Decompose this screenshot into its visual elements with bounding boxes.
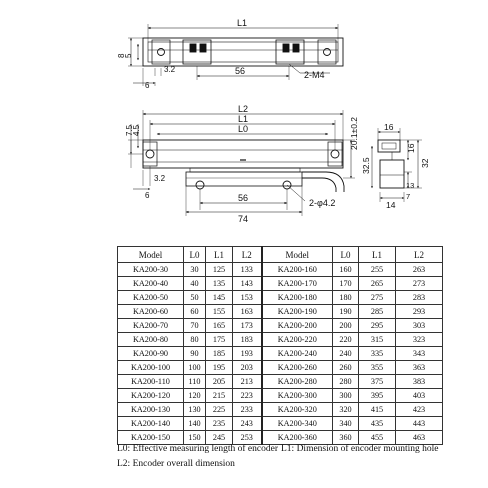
table-cell: 263 xyxy=(396,263,443,277)
dim-16-top: 16 xyxy=(384,122,394,132)
head-hole-icon xyxy=(196,181,204,189)
table-cell: 153 xyxy=(233,291,262,305)
table-cell: KA200-40 xyxy=(118,277,184,291)
dim-3-2-top: 3.2 xyxy=(164,65,176,74)
side-view xyxy=(372,128,422,202)
table-cell: 135 xyxy=(206,277,233,291)
table-cell: 355 xyxy=(359,361,396,375)
reading-head-screw xyxy=(190,44,196,52)
mounting-hole-icon xyxy=(324,49,331,56)
table-cell: KA200-300 xyxy=(262,389,333,403)
table-cell: 375 xyxy=(359,375,396,389)
table-cell: 275 xyxy=(359,291,396,305)
table-cell: KA200-340 xyxy=(262,417,333,431)
table-cell: 195 xyxy=(206,361,233,375)
table-cell: KA200-130 xyxy=(118,403,184,417)
table-cell: 165 xyxy=(206,319,233,333)
dim-7: 7 xyxy=(406,192,411,201)
table-row xyxy=(118,417,443,431)
table-header-cell: L2 xyxy=(233,247,262,263)
table-cell: KA200-170 xyxy=(262,277,333,291)
side-view-scale xyxy=(378,140,400,152)
top-end-block-left xyxy=(152,40,170,64)
table-cell: 90 xyxy=(184,347,206,361)
table-cell: 253 xyxy=(233,431,262,445)
table-row xyxy=(118,333,443,347)
table-cell: KA200-280 xyxy=(262,375,333,389)
table-cell: KA200-160 xyxy=(262,263,333,277)
table-cell: KA200-320 xyxy=(262,403,333,417)
dim-8: 8 xyxy=(117,53,126,58)
table-cell: 200 xyxy=(333,319,359,333)
table-cell: 300 xyxy=(333,389,359,403)
table-row xyxy=(118,389,443,403)
table-cell: 360 xyxy=(333,431,359,445)
table-cell: 233 xyxy=(233,403,262,417)
table-row xyxy=(118,431,443,445)
table-cell: KA200-30 xyxy=(118,263,184,277)
table-cell: 203 xyxy=(233,361,262,375)
table-cell: 303 xyxy=(396,319,443,333)
table-header-cell: L1 xyxy=(359,247,396,263)
thread-m4-label: 2-M4 xyxy=(304,70,325,80)
table-cell: 133 xyxy=(233,263,262,277)
table-cell: KA200-50 xyxy=(118,291,184,305)
table-cell: 213 xyxy=(233,375,262,389)
table-cell: 383 xyxy=(396,375,443,389)
table-cell: 240 xyxy=(333,347,359,361)
table-cell: 143 xyxy=(233,277,262,291)
table-cell: 100 xyxy=(184,361,206,375)
table-cell: 415 xyxy=(359,403,396,417)
table-cell: 403 xyxy=(396,389,443,403)
table-cell: 295 xyxy=(359,319,396,333)
table-cell: 335 xyxy=(359,347,396,361)
legend-l1: L1: Dimension of encoder mounting hole xyxy=(281,444,439,454)
table-cell: KA200-120 xyxy=(118,389,184,403)
table-cell: 120 xyxy=(184,389,206,403)
dim-6-top: 6 xyxy=(145,81,150,90)
table-row xyxy=(118,291,443,305)
table-row xyxy=(118,319,443,333)
side-view-head xyxy=(380,160,404,188)
table-cell: KA200-240 xyxy=(262,347,333,361)
reading-head-screw xyxy=(200,44,206,52)
table-cell: 323 xyxy=(396,333,443,347)
dim-3-2-front: 3.2 xyxy=(154,174,166,183)
cable xyxy=(302,172,344,192)
table-cell: KA200-110 xyxy=(118,375,184,389)
dim-16-side: 16 xyxy=(406,143,416,153)
table-cell: 395 xyxy=(359,389,396,403)
table-cell: 125 xyxy=(206,263,233,277)
dim-20-1: 20.1±0.2 xyxy=(349,116,359,150)
table-cell: 235 xyxy=(206,417,233,431)
table-cell: KA200-80 xyxy=(118,333,184,347)
table-cell: 285 xyxy=(359,305,396,319)
mounting-hole-icon xyxy=(158,49,165,56)
table-cell: 150 xyxy=(184,431,206,445)
dim-l1-front: L1 xyxy=(238,114,249,124)
dim-6-front: 6 xyxy=(145,191,150,200)
table-cell: 243 xyxy=(233,417,262,431)
table-row xyxy=(118,305,443,319)
dim-32-5: 32.5 xyxy=(361,157,371,174)
table-cell: 443 xyxy=(396,417,443,431)
table-cell: 463 xyxy=(396,431,443,445)
legend-l2: L2: Encoder overall dimension xyxy=(117,459,235,469)
top-view-inner xyxy=(148,42,338,62)
hole-dia-label: 2-φ4.2 xyxy=(309,198,336,208)
dim-32: 32 xyxy=(420,158,430,168)
table-cell: KA200-60 xyxy=(118,305,184,319)
table-header-cell: Model xyxy=(262,247,333,263)
table-header-cell: L0 xyxy=(184,247,206,263)
table-cell: 320 xyxy=(333,403,359,417)
dim-13: 13 xyxy=(406,181,415,190)
table-cell: KA200-190 xyxy=(262,305,333,319)
dim-7-5: 7.5 xyxy=(125,124,134,136)
dim-l1-top: L1 xyxy=(237,18,248,28)
table-row xyxy=(118,277,443,291)
table-cell: 223 xyxy=(233,389,262,403)
table-cell: 163 xyxy=(233,305,262,319)
table-cell: 363 xyxy=(396,361,443,375)
end-hole-icon xyxy=(146,150,154,158)
table-cell: 140 xyxy=(184,417,206,431)
table-row xyxy=(118,263,443,277)
technical-drawing xyxy=(0,0,488,240)
table-cell: 173 xyxy=(233,319,262,333)
table-cell: 315 xyxy=(359,333,396,347)
table-cell: KA200-90 xyxy=(118,347,184,361)
table-header-row xyxy=(118,247,443,263)
table-cell: KA200-140 xyxy=(118,417,184,431)
table-cell: 455 xyxy=(359,431,396,445)
table-cell: KA200-180 xyxy=(262,291,333,305)
table-cell: 160 xyxy=(333,263,359,277)
dim-14: 14 xyxy=(386,200,396,210)
spec-table xyxy=(117,246,443,445)
table-cell: 110 xyxy=(184,375,206,389)
table-cell: 193 xyxy=(233,347,262,361)
table-cell: KA200-70 xyxy=(118,319,184,333)
dim-4-5: 4.5 xyxy=(132,124,141,136)
table-cell: 50 xyxy=(184,291,206,305)
dim-74: 74 xyxy=(238,214,249,224)
table-cell: 40 xyxy=(184,277,206,291)
dim-56-front: 56 xyxy=(238,193,249,203)
table-header-cell: Model xyxy=(118,247,184,263)
table-cell: 280 xyxy=(333,375,359,389)
dim-l2: L2 xyxy=(238,104,249,114)
table-cell: 293 xyxy=(396,305,443,319)
table-header-cell: L2 xyxy=(396,247,443,263)
reading-head xyxy=(183,40,211,64)
table-cell: 435 xyxy=(359,417,396,431)
table-cell: 130 xyxy=(184,403,206,417)
front-view-labels xyxy=(125,104,359,224)
table-cell: 180 xyxy=(333,291,359,305)
table-row xyxy=(118,403,443,417)
table-cell: 185 xyxy=(206,347,233,361)
table-cell: 423 xyxy=(396,403,443,417)
table-cell: 220 xyxy=(333,333,359,347)
table-cell: KA200-150 xyxy=(118,431,184,445)
table-cell: 70 xyxy=(184,319,206,333)
dim-5: 5 xyxy=(124,53,133,58)
dim-56-top: 56 xyxy=(235,66,246,76)
table-row xyxy=(118,347,443,361)
table-cell: 183 xyxy=(233,333,262,347)
table-row xyxy=(118,375,443,389)
table-cell: 175 xyxy=(206,333,233,347)
table-row xyxy=(118,361,443,375)
table-cell: 30 xyxy=(184,263,206,277)
table-cell: 245 xyxy=(206,431,233,445)
legend-l0: L0: Effective measuring length of encoder xyxy=(117,444,278,454)
front-view-body xyxy=(143,140,343,168)
table-cell: KA200-360 xyxy=(262,431,333,445)
table-header-cell: L1 xyxy=(206,247,233,263)
table-cell: KA200-100 xyxy=(118,361,184,375)
end-hole-icon xyxy=(331,150,339,158)
table-header-cell: L0 xyxy=(333,247,359,263)
dim-l0: L0 xyxy=(238,124,249,134)
table-cell: KA200-260 xyxy=(262,361,333,375)
reading-head-right xyxy=(276,40,304,64)
table-cell: 340 xyxy=(333,417,359,431)
table-cell: 60 xyxy=(184,305,206,319)
side-view-labels xyxy=(361,122,430,210)
table-cell: 170 xyxy=(333,277,359,291)
table-cell: 260 xyxy=(333,361,359,375)
table-cell: 283 xyxy=(396,291,443,305)
table-cell: 155 xyxy=(206,305,233,319)
table-cell: KA200-200 xyxy=(262,319,333,333)
table-cell: 273 xyxy=(396,277,443,291)
table-cell: 265 xyxy=(359,277,396,291)
table-cell: 343 xyxy=(396,347,443,361)
table-cell: 80 xyxy=(184,333,206,347)
table-cell: 215 xyxy=(206,389,233,403)
top-end-block-right xyxy=(318,40,336,64)
table-cell: 255 xyxy=(359,263,396,277)
table-cell: 205 xyxy=(206,375,233,389)
table-cell: 145 xyxy=(206,291,233,305)
table-cell: 225 xyxy=(206,403,233,417)
table-cell: KA200-220 xyxy=(262,333,333,347)
table-cell: 190 xyxy=(333,305,359,319)
